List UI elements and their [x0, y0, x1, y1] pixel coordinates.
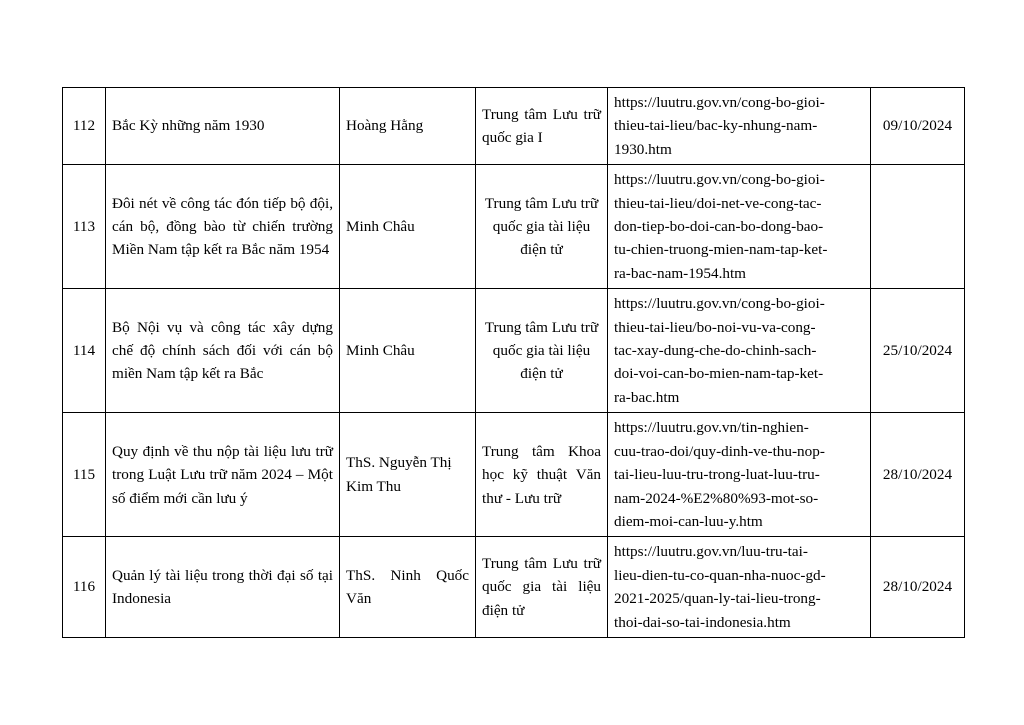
organization: Trung tâm Lưu trữ quốc gia tài liệu điện tử [476, 165, 608, 289]
table-row [63, 88, 965, 165]
author-name: Hoàng Hằng [340, 88, 476, 165]
row-number: 115 [63, 413, 106, 537]
table-row [63, 165, 965, 289]
author-name: ThS. Nguyễn Thị Kim Thu [340, 413, 476, 537]
organization: Trung tâm Lưu trữ quốc gia tài liệu điện tử [476, 537, 608, 638]
url-cell [608, 289, 871, 413]
row-number: 112 [63, 88, 106, 165]
document-url[interactable]: https://luutru.gov.vn/cong-bo-gioi- thieu-tai-lieu/bo-noi-vu-va-cong- tac-xay-dung-che-do-chinh-sach- doi-voi-can-bo-mien-nam-tap-ket- ra-bac.htm [614, 295, 825, 406]
publish-date: 25/10/2024 [871, 289, 965, 413]
document-title: Đôi nét về công tác đón tiếp bộ đội, cán bộ, đồng bào từ chiến trường Miền Nam tập kết ra Bắc năm 1954 [106, 165, 340, 289]
document-title: Bộ Nội vụ và công tác xây dựng chế độ chính sách đối với cán bộ miền Nam tập kết ra Bắc [106, 289, 340, 413]
author-name: Minh Châu [340, 165, 476, 289]
table-row [63, 289, 965, 413]
document-title: Bắc Kỳ những năm 1930 [106, 88, 340, 165]
document-title: Quy định về thu nộp tài liệu lưu trữ trong Luật Lưu trữ năm 2024 – Một số điểm mới cần lưu ý [106, 413, 340, 537]
document-url[interactable]: https://luutru.gov.vn/tin-nghien- cuu-trao-doi/quy-dinh-ve-thu-nop- tai-lieu-luu-tru-trong-luat-luu-tru- nam-2024-%E2%80%93-mot-so- diem-moi-can-luu-y.htm [614, 419, 825, 530]
row-number: 113 [63, 165, 106, 289]
author-name: Minh Châu [340, 289, 476, 413]
document-url[interactable]: https://luutru.gov.vn/cong-bo-gioi- thieu-tai-lieu/bac-ky-nhung-nam- 1930.htm [614, 94, 825, 158]
organization: Trung tâm Lưu trữ quốc gia I [476, 88, 608, 165]
url-cell [608, 413, 871, 537]
table-row [63, 413, 965, 537]
url-cell [608, 537, 871, 638]
organization: Trung tâm Lưu trữ quốc gia tài liệu điện tử [476, 289, 608, 413]
organization: Trung tâm Khoa học kỹ thuật Văn thư - Lưu trữ [476, 413, 608, 537]
publish-date: 28/10/2024 [871, 537, 965, 638]
publish-date: 28/10/2024 [871, 413, 965, 537]
publish-date [871, 165, 965, 289]
document-url[interactable]: https://luutru.gov.vn/luu-tru-tai- lieu-dien-tu-co-quan-nha-nuoc-gd- 2021-2025/quan-ly-tai-lieu-trong- thoi-dai-so-tai-indonesia.htm [614, 543, 826, 631]
author-name [340, 537, 476, 638]
document-title: Quản lý tài liệu trong thời đại số tại Indonesia [106, 537, 340, 638]
row-number: 114 [63, 289, 106, 413]
table-row [63, 537, 965, 638]
url-cell [608, 88, 871, 165]
author-text: ThS. Ninh Quốc Văn [346, 566, 469, 608]
publish-date: 09/10/2024 [871, 88, 965, 165]
records-table [62, 87, 965, 638]
url-cell [608, 165, 871, 289]
row-number: 116 [63, 537, 106, 638]
document-url[interactable]: https://luutru.gov.vn/cong-bo-gioi- thieu-tai-lieu/doi-net-ve-cong-tac- don-tiep-bo-doi-can-bo-dong-bao- tu-chien-truong-mien-nam-tap-ket- ra-bac-nam-1954.htm [614, 171, 828, 282]
